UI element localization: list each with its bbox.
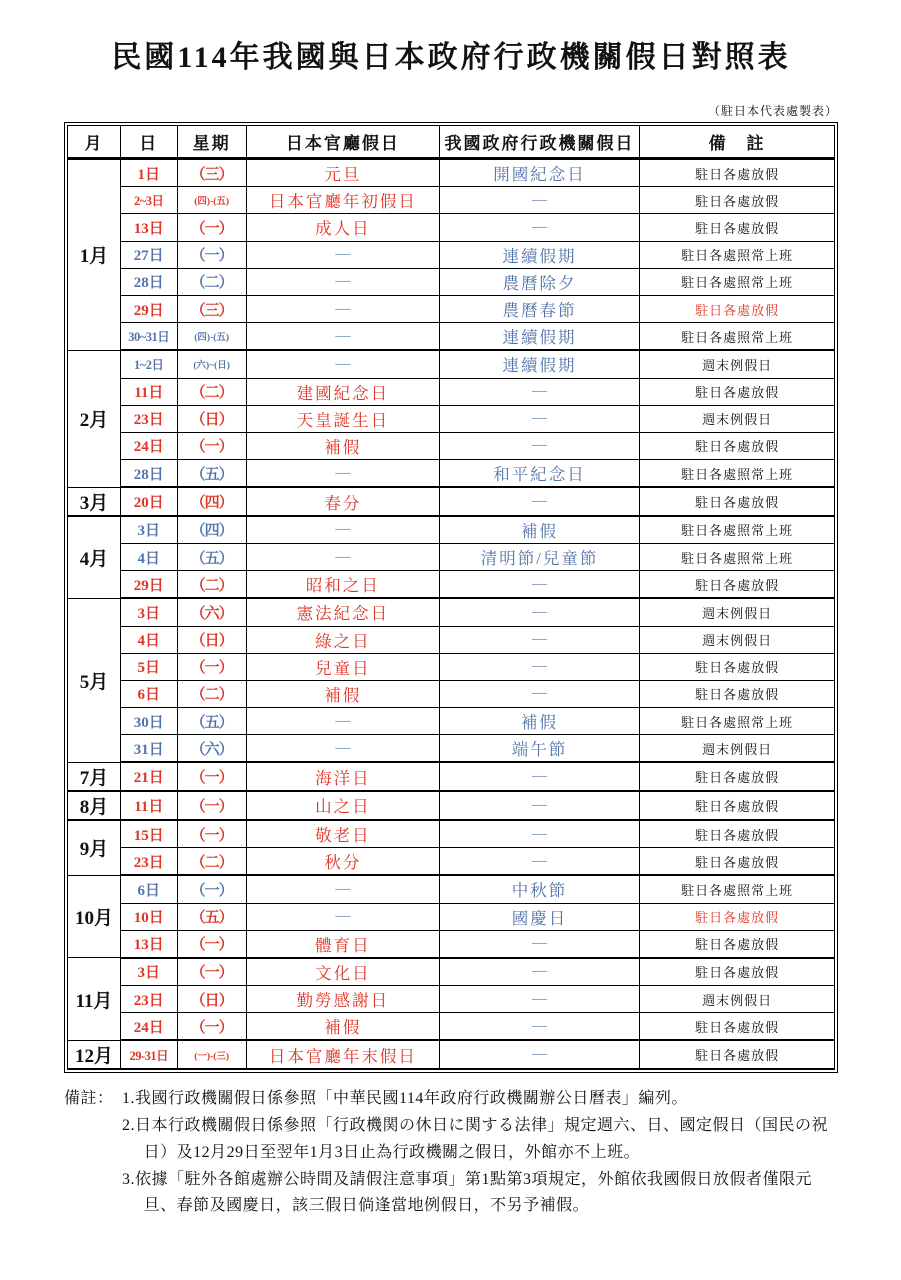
weekday-cell: （四） <box>177 487 246 516</box>
roc-holiday-cell: — <box>439 214 639 241</box>
weekday-cell: （二） <box>177 680 246 707</box>
day-cell: 15日 <box>120 820 177 848</box>
table-row <box>68 295 835 322</box>
weekday-cell: （五） <box>177 543 246 570</box>
japan-holiday-cell: 敬老日 <box>246 820 439 848</box>
japan-holiday-cell: 兒童日 <box>246 653 439 680</box>
month-cell: 7月 <box>68 762 121 791</box>
remark-cell: 駐日各處放假 <box>640 903 835 930</box>
table-row <box>68 1040 835 1069</box>
month-cell: 5月 <box>68 598 121 762</box>
day-cell: 10日 <box>120 903 177 930</box>
remark-cell: 週末例假日 <box>640 735 835 763</box>
day-cell: 23日 <box>120 405 177 432</box>
japan-holiday-cell: — <box>246 875 439 903</box>
footnote-item: 2.日本行政機關假日係參照「行政機関の休日に関する法律」規定週六、日、國定假日（国民の祝日）及12月29日至翌年1月3日止為行政機關之假日，外館亦不上班。 <box>122 1116 829 1161</box>
day-cell: 3日 <box>120 598 177 626</box>
day-cell: 13日 <box>120 214 177 241</box>
table-row <box>68 543 835 570</box>
month-cell: 4月 <box>68 516 121 599</box>
day-cell: 11日 <box>120 791 177 820</box>
remark-cell: 駐日各處放假 <box>640 820 835 848</box>
table-row <box>68 708 835 735</box>
roc-holiday-cell: — <box>439 432 639 459</box>
month-cell: 10月 <box>68 875 121 958</box>
weekday-cell: （一） <box>177 930 246 958</box>
table-row <box>68 350 835 378</box>
day-cell: 4日 <box>120 543 177 570</box>
roc-holiday-cell: — <box>439 762 639 791</box>
roc-holiday-cell: 端午節 <box>439 735 639 763</box>
holiday-table <box>67 125 835 1070</box>
remark-cell: 駐日各處放假 <box>640 432 835 459</box>
roc-holiday-cell: 國慶日 <box>439 903 639 930</box>
weekday-cell: （一） <box>177 241 246 268</box>
day-cell: 6日 <box>120 875 177 903</box>
roc-holiday-cell: — <box>439 487 639 516</box>
remark-cell: 駐日各處放假 <box>640 848 835 876</box>
weekday-cell: （二） <box>177 571 246 599</box>
table-row <box>68 1013 835 1041</box>
day-cell: 6日 <box>120 680 177 707</box>
japan-holiday-cell: 海洋日 <box>246 762 439 791</box>
roc-holiday-cell: — <box>439 1040 639 1069</box>
table-row <box>68 405 835 432</box>
table-row <box>68 653 835 680</box>
weekday-cell: （一） <box>177 762 246 791</box>
remark-cell: 駐日各處放假 <box>640 214 835 241</box>
day-cell: 21日 <box>120 762 177 791</box>
weekday-cell: (一)-(三) <box>177 1040 246 1069</box>
table-header-row <box>68 126 835 159</box>
table-row <box>68 958 835 986</box>
japan-holiday-cell: 建國紀念日 <box>246 378 439 405</box>
japan-holiday-cell: — <box>246 735 439 763</box>
japan-holiday-cell: — <box>246 268 439 295</box>
remark-cell: 駐日各處放假 <box>640 958 835 986</box>
table-row <box>68 820 835 848</box>
roc-holiday-cell: — <box>439 626 639 653</box>
day-cell: 31日 <box>120 735 177 763</box>
table-row <box>68 241 835 268</box>
roc-holiday-cell: — <box>439 187 639 214</box>
weekday-cell: （六） <box>177 735 246 763</box>
weekday-cell: （日） <box>177 626 246 653</box>
header-weekday: 星期 <box>177 126 246 159</box>
table-row <box>68 214 835 241</box>
japan-holiday-cell: — <box>246 350 439 378</box>
weekday-cell: （日） <box>177 405 246 432</box>
weekday-cell: （一） <box>177 432 246 459</box>
remark-cell: 駐日各處放假 <box>640 159 835 187</box>
day-cell: 3日 <box>120 958 177 986</box>
roc-holiday-cell: 開國紀念日 <box>439 159 639 187</box>
japan-holiday-cell: 文化日 <box>246 958 439 986</box>
weekday-cell: (四)-(五) <box>177 323 246 351</box>
roc-holiday-cell: — <box>439 1013 639 1041</box>
weekday-cell: （五） <box>177 708 246 735</box>
weekday-cell: （一） <box>177 875 246 903</box>
table-row <box>68 268 835 295</box>
weekday-cell: （一） <box>177 653 246 680</box>
remark-cell: 駐日各處照常上班 <box>640 323 835 351</box>
japan-holiday-cell: 春分 <box>246 487 439 516</box>
day-cell: 30日 <box>120 708 177 735</box>
remark-cell: 駐日各處放假 <box>640 653 835 680</box>
japan-holiday-cell: — <box>246 460 439 488</box>
footnote-item: 3.依據「駐外各館處辦公時間及請假注意事項」第1點第3項規定，外館依我國假日放假者僅限元旦、春節及國慶日，該三假日倘逢當地例假日，不另予補假。 <box>122 1170 813 1215</box>
day-cell: 13日 <box>120 930 177 958</box>
table-row <box>68 903 835 930</box>
month-cell: 3月 <box>68 487 121 516</box>
table-row <box>68 930 835 958</box>
day-cell: 29日 <box>120 571 177 599</box>
table-row <box>68 848 835 876</box>
table-row <box>68 159 835 187</box>
header-remark: 備 註 <box>640 126 835 159</box>
table-row <box>68 735 835 763</box>
remark-cell: 週末例假日 <box>640 986 835 1013</box>
month-cell: 9月 <box>68 820 121 875</box>
table-row <box>68 598 835 626</box>
japan-holiday-cell: — <box>246 708 439 735</box>
day-cell: 2~3日 <box>120 187 177 214</box>
roc-holiday-cell: 補假 <box>439 516 639 544</box>
japan-holiday-cell: 補假 <box>246 432 439 459</box>
header-roc-holiday: 我國政府行政機關假日 <box>439 126 639 159</box>
weekday-cell: （四） <box>177 516 246 544</box>
month-cell: 11月 <box>68 958 121 1041</box>
footnote-item: 1.我國行政機關假日係參照「中華民國114年政府行政機關辦公日曆表」編列。 <box>122 1089 688 1107</box>
remark-cell: 駐日各處放假 <box>640 680 835 707</box>
table-row <box>68 323 835 351</box>
roc-holiday-cell: 連續假期 <box>439 323 639 351</box>
japan-holiday-cell: 日本官廳年初假日 <box>246 187 439 214</box>
roc-holiday-cell: 連續假期 <box>439 241 639 268</box>
remark-cell: 週末例假日 <box>640 405 835 432</box>
roc-holiday-cell: — <box>439 598 639 626</box>
remark-cell: 駐日各處照常上班 <box>640 241 835 268</box>
table-row <box>68 460 835 488</box>
japan-holiday-cell: 山之日 <box>246 791 439 820</box>
roc-holiday-cell: — <box>439 820 639 848</box>
table-row <box>68 791 835 820</box>
month-cell: 1月 <box>68 159 121 351</box>
weekday-cell: （二） <box>177 268 246 295</box>
weekday-cell: （一） <box>177 958 246 986</box>
header-month: 月 <box>68 126 121 159</box>
weekday-cell: （五） <box>177 903 246 930</box>
footnotes-items <box>122 1086 838 1220</box>
remark-cell: 駐日各處放假 <box>640 791 835 820</box>
weekday-cell: （五） <box>177 460 246 488</box>
month-cell: 12月 <box>68 1040 121 1069</box>
japan-holiday-cell: — <box>246 903 439 930</box>
remark-cell: 駐日各處照常上班 <box>640 543 835 570</box>
day-cell: 24日 <box>120 432 177 459</box>
roc-holiday-cell: — <box>439 958 639 986</box>
month-cell: 2月 <box>68 350 121 487</box>
weekday-cell: （二） <box>177 848 246 876</box>
remark-cell: 駐日各處照常上班 <box>640 268 835 295</box>
roc-holiday-cell: — <box>439 378 639 405</box>
footnotes-label: 備註： <box>64 1089 114 1107</box>
day-cell: 29日 <box>120 295 177 322</box>
header-japan-holiday: 日本官廳假日 <box>246 126 439 159</box>
table-row <box>68 187 835 214</box>
day-cell: 27日 <box>120 241 177 268</box>
table-row <box>68 487 835 516</box>
remark-cell: 週末例假日 <box>640 598 835 626</box>
remark-cell: 駐日各處放假 <box>640 487 835 516</box>
day-cell: 5日 <box>120 653 177 680</box>
japan-holiday-cell: 元旦 <box>246 159 439 187</box>
page-title: 民國114年我國與日本政府行政機關假日對照表 <box>111 41 791 74</box>
roc-holiday-cell: — <box>439 653 639 680</box>
table-row <box>68 432 835 459</box>
roc-holiday-cell: 中秋節 <box>439 875 639 903</box>
weekday-cell: （一） <box>177 820 246 848</box>
roc-holiday-cell: — <box>439 680 639 707</box>
table-row <box>68 762 835 791</box>
roc-holiday-cell: — <box>439 405 639 432</box>
roc-holiday-cell: — <box>439 986 639 1013</box>
weekday-cell: （六） <box>177 598 246 626</box>
weekday-cell: （日） <box>177 986 246 1013</box>
day-cell: 29-31日 <box>120 1040 177 1069</box>
japan-holiday-cell: — <box>246 323 439 351</box>
japan-holiday-cell: 憲法紀念日 <box>246 598 439 626</box>
weekday-cell: （二） <box>177 378 246 405</box>
day-cell: 24日 <box>120 1013 177 1041</box>
japan-holiday-cell: 勤勞感謝日 <box>246 986 439 1013</box>
remark-cell: 駐日各處放假 <box>640 1040 835 1069</box>
table-row <box>68 875 835 903</box>
weekday-cell: (六)~(日) <box>177 350 246 378</box>
weekday-cell: （一） <box>177 791 246 820</box>
japan-holiday-cell: — <box>246 295 439 322</box>
japan-holiday-cell: 補假 <box>246 680 439 707</box>
japan-holiday-cell: 體育日 <box>246 930 439 958</box>
table-row <box>68 378 835 405</box>
remark-cell: 駐日各處放假 <box>640 378 835 405</box>
roc-holiday-cell: 補假 <box>439 708 639 735</box>
roc-holiday-cell: — <box>439 848 639 876</box>
japan-holiday-cell: — <box>246 241 439 268</box>
day-cell: 28日 <box>120 460 177 488</box>
remark-cell: 駐日各處放假 <box>640 762 835 791</box>
remark-cell: 駐日各處放假 <box>640 295 835 322</box>
day-cell: 23日 <box>120 986 177 1013</box>
table-source-note: （駐日本代表處製表） <box>707 104 838 118</box>
day-cell: 1~2日 <box>120 350 177 378</box>
day-cell: 3日 <box>120 516 177 544</box>
day-cell: 4日 <box>120 626 177 653</box>
remark-cell: 駐日各處放假 <box>640 930 835 958</box>
roc-holiday-cell: — <box>439 571 639 599</box>
day-cell: 28日 <box>120 268 177 295</box>
holiday-table-body <box>68 159 835 1069</box>
footnotes <box>64 1086 838 1220</box>
header-day: 日 <box>120 126 177 159</box>
day-cell: 1日 <box>120 159 177 187</box>
table-row <box>68 626 835 653</box>
remark-cell: 駐日各處放假 <box>640 571 835 599</box>
remark-cell: 週末例假日 <box>640 626 835 653</box>
japan-holiday-cell: — <box>246 543 439 570</box>
roc-holiday-cell: — <box>439 930 639 958</box>
remark-cell: 駐日各處放假 <box>640 187 835 214</box>
japan-holiday-cell: 昭和之日 <box>246 571 439 599</box>
weekday-cell: (四)-(五) <box>177 187 246 214</box>
table-row <box>68 571 835 599</box>
remark-cell: 駐日各處照常上班 <box>640 875 835 903</box>
weekday-cell: （三） <box>177 295 246 322</box>
remark-cell: 駐日各處照常上班 <box>640 516 835 544</box>
month-cell: 8月 <box>68 791 121 820</box>
remark-cell: 駐日各處照常上班 <box>640 460 835 488</box>
weekday-cell: （三） <box>177 159 246 187</box>
japan-holiday-cell: 日本官廳年末假日 <box>246 1040 439 1069</box>
japan-holiday-cell: 天皇誕生日 <box>246 405 439 432</box>
japan-holiday-cell: 綠之日 <box>246 626 439 653</box>
table-row <box>68 516 835 544</box>
japan-holiday-cell: — <box>246 516 439 544</box>
weekday-cell: （一） <box>177 214 246 241</box>
roc-holiday-cell: 農曆除夕 <box>439 268 639 295</box>
day-cell: 23日 <box>120 848 177 876</box>
table-row <box>68 680 835 707</box>
holiday-table-frame <box>64 122 838 1073</box>
weekday-cell: （一） <box>177 1013 246 1041</box>
japan-holiday-cell: 成人日 <box>246 214 439 241</box>
remark-cell: 駐日各處放假 <box>640 1013 835 1041</box>
day-cell: 30~31日 <box>120 323 177 351</box>
remark-cell: 週末例假日 <box>640 350 835 378</box>
roc-holiday-cell: — <box>439 791 639 820</box>
day-cell: 11日 <box>120 378 177 405</box>
japan-holiday-cell: 秋分 <box>246 848 439 876</box>
day-cell: 20日 <box>120 487 177 516</box>
roc-holiday-cell: 清明節/兒童節 <box>439 543 639 570</box>
roc-holiday-cell: 農曆春節 <box>439 295 639 322</box>
roc-holiday-cell: 連續假期 <box>439 350 639 378</box>
remark-cell: 駐日各處照常上班 <box>640 708 835 735</box>
table-row <box>68 986 835 1013</box>
japan-holiday-cell: 補假 <box>246 1013 439 1041</box>
roc-holiday-cell: 和平紀念日 <box>439 460 639 488</box>
